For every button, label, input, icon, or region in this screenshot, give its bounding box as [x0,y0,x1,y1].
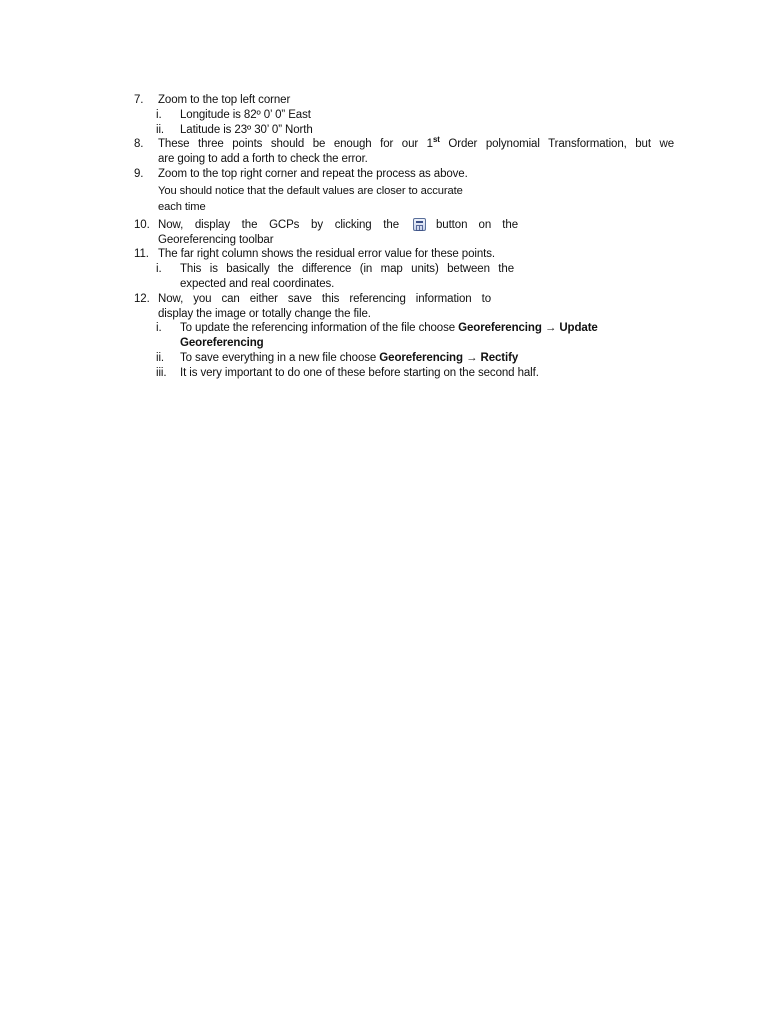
list-item-7 [134,93,674,108]
sub-item-12-ii [134,351,674,366]
menu-path: Georeferencing → Update [458,322,598,335]
item-text: button on the [436,218,518,231]
item-number: 9. [134,167,144,180]
sub-item-11-continuation: expected and real coordinates. [180,277,335,290]
sub-item-text: To update the referencing information of the file choose [180,322,459,335]
item-number: 7. [134,94,144,106]
item-text-line [158,137,674,152]
item-number: 12. [134,292,150,305]
item-text: Now, you can either save this referencing information to [158,292,491,305]
list-item-10 [134,218,674,233]
item-text: The far right column shows the residual error value for these points. [158,248,495,261]
sub-item-number: i. [156,322,162,335]
item-text: These three points should be enough for our 1 [158,138,433,151]
sub-item-11-i [134,262,674,277]
sub-item-number: i. [156,263,162,276]
note-line: You should notice that the default values are closer to accurate [158,184,463,197]
item-number: 8. [134,138,144,151]
sub-item-12-iii [134,366,674,381]
sub-item-text: To save everything in a new file choose [180,351,380,364]
sub-item-number: ii. [156,123,165,136]
item-9-note [134,183,674,215]
list-item-11 [134,247,674,262]
menu-path: Georeferencing → Rectify [379,351,519,364]
sub-item-7-ii [134,123,674,138]
sub-item-number: ii. [156,351,165,364]
sub-item-text: Latitude is 23º 30’ 0” North [180,123,313,136]
item-text: Zoom to the top left corner [158,94,291,106]
instruction-list [134,93,674,381]
item-10-continuation: Georeferencing toolbar [158,233,274,246]
sub-item-12-i [134,321,674,336]
sub-item-12-i-continuation [134,336,674,351]
list-item-12 [134,292,674,307]
item-number: 10. [134,218,150,231]
item-text: Order polynomial Transformation, but we [439,138,674,151]
note-line: each time [158,200,206,213]
item-text-line [158,218,518,233]
sub-item-7-i [134,108,674,123]
item-text: Now, display the GCPs by clicking the [158,218,399,231]
ordinal-suffix: st [432,135,440,145]
sub-item-text: It is very important to do one of these before starting on the second half. [180,366,539,379]
sub-item-number: iii. [156,366,167,379]
item-8-continuation: are going to add a forth to check the error. [158,153,368,166]
item-12-continuation: display the image or totally change the file. [158,307,371,320]
sub-item-text: This is basically the difference (in map units) between the [180,263,514,276]
list-item-9 [134,167,674,182]
item-number: 11. [134,248,149,261]
gcp-table-icon[interactable] [413,218,426,231]
menu-path: Georeferencing [180,337,264,350]
item-text: Zoom to the top right corner and repeat the process as above. [158,167,468,180]
sub-item-text: Longitude is 82º 0’ 0” East [180,108,311,121]
list-item-8 [134,137,674,152]
sub-item-number: i. [156,108,162,121]
